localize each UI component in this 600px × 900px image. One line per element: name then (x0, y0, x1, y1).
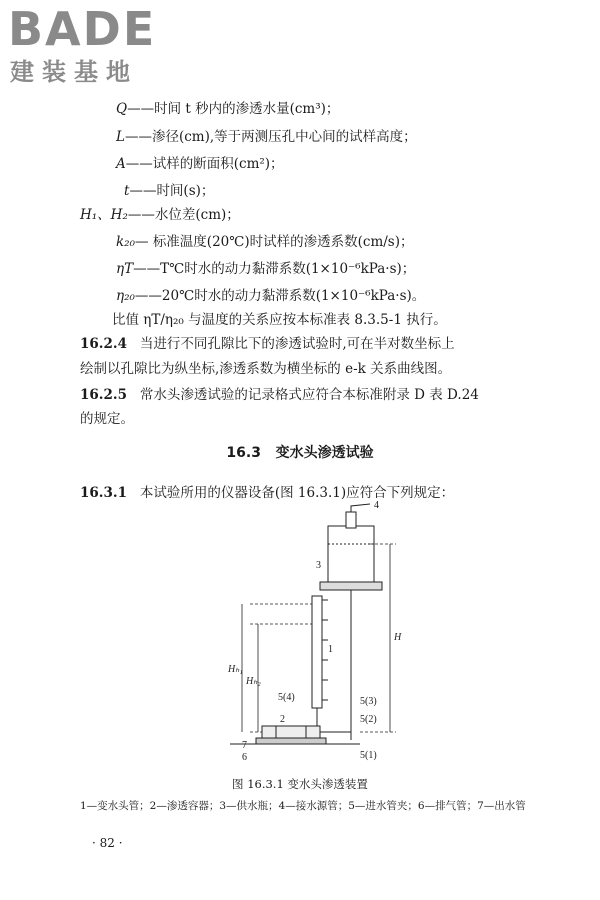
def-text: 渗径(cm),等于两测压孔中心间的试样高度； (151, 129, 417, 145)
label-Hh1: Hₕ₁ (228, 664, 243, 675)
label-2: 2 (280, 714, 285, 725)
section-heading (0, 442, 600, 462)
def-dash: — (135, 234, 149, 250)
clause-text: 常水头渗透试验的记录格式应符合本标准附录 D 表 D.24 (139, 387, 479, 403)
def-text: T℃时水的动力黏滞系数(1×10⁻⁶kPa·s)； (160, 261, 416, 277)
def-symbol: ηT (116, 261, 134, 277)
def-row (80, 206, 240, 224)
def-row (116, 155, 284, 173)
section-number: 16.3 (226, 445, 261, 461)
variable-head-pipe (312, 596, 328, 732)
page-number: · 82 · (92, 836, 123, 850)
logo (8, 4, 178, 90)
def-text: 时间 t 秒内的渗透水量(cm³)； (154, 101, 340, 117)
label-5-3: 5(3) (360, 696, 377, 707)
def-row (116, 100, 339, 118)
logo-wordmark: BADE (8, 2, 157, 56)
def-dash: —— (129, 183, 157, 199)
def-text: 水位差(cm)； (154, 207, 240, 223)
def-row (116, 287, 425, 305)
def-row (116, 260, 415, 278)
def-text: 试样的断面积(cm²)； (152, 156, 284, 172)
def-symbol: A (116, 156, 126, 172)
clause-16-2-4 (80, 335, 455, 353)
figure-legend: 1—变水头管；2—渗透容器；3—供水瓶；4—接水源管；5—进水管夹；6—排气管；7—出水管 (80, 800, 526, 812)
clause-number: 16.3.1 (80, 485, 127, 501)
clause-number: 16.2.4 (80, 336, 127, 352)
def-text: 标准温度(20℃)时试样的渗透系数(cm/s)； (152, 234, 414, 250)
label-1: 1 (328, 644, 333, 655)
def-text: 20℃时水的动力黏滞系数(1×10⁻⁶kPa·s)。 (161, 288, 426, 304)
def-dash: —— (134, 288, 162, 304)
label-3: 3 (316, 560, 321, 571)
def-symbol: L (116, 129, 125, 145)
supply-bottle (320, 504, 382, 720)
label-4: 4 (374, 500, 379, 511)
label-Hh2: Hₕ₂ (246, 676, 261, 687)
clause-text-line: 的规定。 (80, 411, 134, 427)
def-symbol: k₂₀ (116, 234, 136, 250)
label-5-1: 5(1) (360, 750, 377, 761)
label-6: 6 (242, 752, 247, 763)
permeameter (230, 720, 360, 744)
def-row (116, 233, 414, 251)
def-row (124, 182, 214, 200)
def-dash: —— (127, 101, 155, 117)
def-text: 时间(s)； (156, 183, 215, 199)
def-dash: —— (133, 261, 161, 277)
def-symbol: H₁、H₂ (80, 207, 128, 223)
label-H: H (394, 632, 402, 643)
clause-text: 当进行不同孔隙比下的渗透试验时,可在半对数坐标上 (139, 336, 455, 352)
def-dash: —— (125, 156, 153, 172)
def-symbol: t (124, 183, 130, 199)
clause-16-2-5 (80, 386, 479, 404)
def-dash: —— (127, 207, 155, 223)
label-5-4: 5(4) (278, 692, 295, 703)
label-5-2: 5(2) (360, 714, 377, 725)
figure-caption: 图 16.3.1 变水头渗透装置 (232, 777, 368, 791)
clause-number: 16.2.5 (80, 387, 127, 403)
label-7: 7 (242, 740, 247, 751)
section-title: 变水头渗透试验 (275, 445, 374, 461)
def-symbol: Q (116, 101, 128, 117)
def-symbol: η₂₀ (116, 288, 135, 304)
def-row (116, 128, 417, 146)
ratio-line: 比值 ηT/η₂₀ 与温度的关系应按本标准表 8.3.5-1 执行。 (112, 312, 447, 328)
apparatus-figure (220, 500, 440, 768)
logo-subtitle: 建装基地 (10, 58, 138, 86)
clause-text: 本试验所用的仪器设备(图 16.3.1)应符合下列规定： (139, 485, 455, 501)
def-dash: —— (124, 129, 152, 145)
clause-text-line: 绘制以孔隙比为纵坐标,渗透系数为横坐标的 e-k 关系曲线图。 (80, 361, 452, 377)
